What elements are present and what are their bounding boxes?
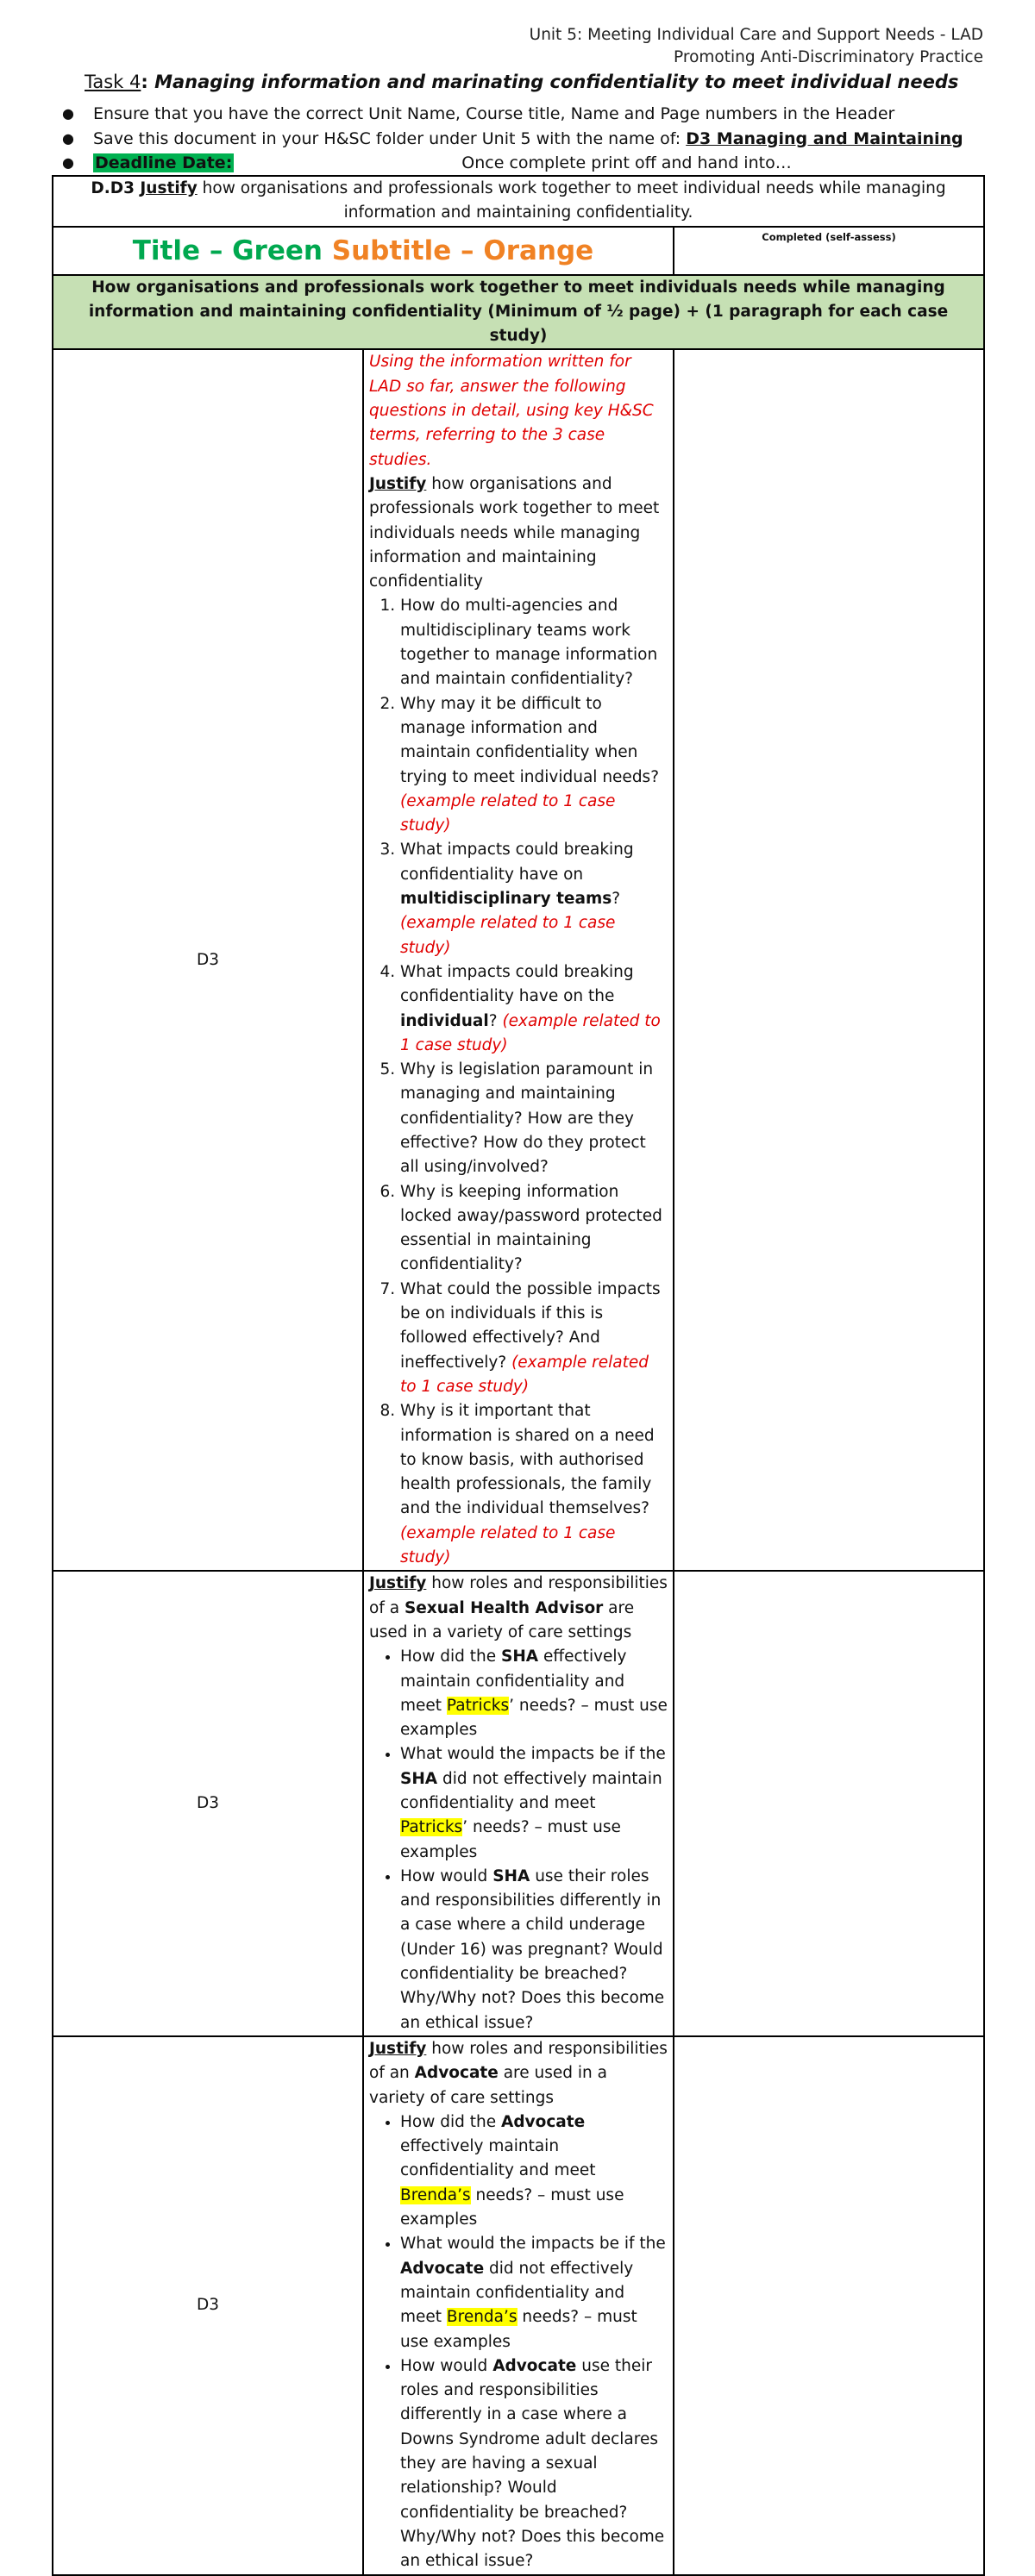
justify-text: are used in a variety of care settings xyxy=(369,2064,607,2107)
question-keyword: multidisciplinary teams xyxy=(400,890,612,909)
justify-text: are used in a variety of care settings xyxy=(369,1598,635,1641)
bullet-text: needs? – must use examples xyxy=(400,2185,624,2229)
bullet-text: How would xyxy=(400,1866,493,1885)
bullet-text: did not effectively maintain confidentiality and meet xyxy=(400,2259,634,2327)
instruction-item xyxy=(62,127,963,152)
bullet-text: How did the xyxy=(400,2112,501,2131)
bullet-item xyxy=(400,1742,668,1864)
role-name: Advocate xyxy=(414,2064,499,2083)
bullet-text: did not effectively maintain confidentiality and meet xyxy=(400,1769,662,1812)
subtitle-orange: Subtitle – Orange xyxy=(331,234,594,266)
task-label: Task 4 xyxy=(85,72,141,92)
question-item xyxy=(400,594,668,691)
question-example: (example related to 1 case study) xyxy=(400,1353,649,1396)
bullet-text: use their roles and responsibilities differently in a case where a child underage (Under 16) was pregnant? Would confidentiality be breached? Why/Why not? Does this become an ethical issue? xyxy=(400,1866,665,2032)
bullet-text: What would the impacts be if the xyxy=(400,2235,666,2254)
bullet-text: How did the xyxy=(400,1648,501,1666)
bullet-text: effectively maintain confidentiality and meet xyxy=(400,2137,596,2180)
justify-text: how roles and responsibilities of a xyxy=(369,1574,668,1617)
question-text: Why is legislation paramount in managing and maintaining confidentiality? How are they effective? How do they protect all using/involved? xyxy=(400,1060,654,1177)
justify-statement xyxy=(369,472,668,594)
document-name: D3 Managing and Maintaining xyxy=(686,128,963,148)
task-table xyxy=(52,175,985,2576)
instructions-list xyxy=(62,102,963,176)
question-text: Why may it be difficult to manage information and maintain confidentiality when trying to meet individual needs? xyxy=(400,694,660,786)
question-item xyxy=(400,838,668,960)
justify-statement xyxy=(369,2037,668,2110)
instruction-item xyxy=(62,151,963,176)
task-colon: : xyxy=(141,72,155,92)
bullet-text: How would xyxy=(400,2356,493,2375)
question-list xyxy=(369,594,668,1570)
bullet-icon: ● xyxy=(62,129,74,147)
justify-word: Justify xyxy=(369,474,427,493)
question-text: Why is keeping information locked away/password protected essential in maintaining confidentiality? xyxy=(400,1182,662,1274)
question-item xyxy=(400,960,668,1058)
question-example: (example related to 1 case study) xyxy=(400,1523,616,1567)
role-abbrev: SHA xyxy=(501,1648,539,1666)
question-example: (example related to 1 case study) xyxy=(400,791,616,835)
role-abbrev: SHA xyxy=(400,1769,438,1788)
justify-word: Justify xyxy=(369,2039,427,2058)
case-name-highlight: Brenda’s xyxy=(400,2185,471,2204)
question-keyword: individual xyxy=(400,1011,489,1030)
justify-text: how organisations and professionals work together to meet individuals needs while managing information and maintaining confidentiality xyxy=(369,474,660,591)
role-name: Advocate xyxy=(492,2356,577,2375)
title-cell xyxy=(53,227,674,275)
task-title xyxy=(85,72,958,92)
justify-statement xyxy=(369,1572,668,1645)
justify-text: how roles and responsibilities of an xyxy=(369,2039,668,2083)
question-text: Why is it important that information is shared on a need to know basis, with authorised health professionals, the family and the individual themselves? xyxy=(400,1402,655,1518)
question-text: What impacts could breaking confidentiality have on the xyxy=(400,962,634,1006)
question-text: What could the possible impacts be on individuals if this is followed effectively? And ineffectively? xyxy=(400,1279,661,1372)
title-green: Title – Green xyxy=(132,234,332,266)
section-content-cell xyxy=(363,349,674,1571)
instruction-text: Save this document in your H&SC folder under Unit 5 with the name of: xyxy=(93,128,687,148)
instruction-item xyxy=(62,102,963,127)
question-item xyxy=(400,1058,668,1179)
question-text: How do multi-agencies and multidisciplinary teams work together to manage information and maintain confidentiality? xyxy=(400,597,658,689)
criteria-text: how organisations and professionals work together to meet individual needs while managing information and maintaining confidentiality. xyxy=(197,179,946,222)
bullet-list xyxy=(369,1645,668,2035)
bullet-text: use their roles and responsibilities differently in a case where a Downs Syndrome adult declares they are having a sexual relationship? Would confidentiality be breached? Why/Why not? Does this become an ethical issue? xyxy=(400,2356,665,2571)
justify-word: Justify xyxy=(369,1574,427,1593)
role-name: Advocate xyxy=(400,2259,485,2278)
bullet-item xyxy=(400,2110,668,2232)
case-name-highlight: Brenda’s xyxy=(446,2308,518,2327)
deadline-text: Once complete print off and hand into… xyxy=(461,153,792,172)
bullet-text: needs? – must use examples xyxy=(400,2308,637,2351)
criteria-justify: Justify xyxy=(140,179,198,197)
criteria-cell xyxy=(53,176,984,227)
question-item xyxy=(400,1180,668,1278)
section-heading: How organisations and professionals work together to meet individuals needs while managing information and maintaining confidentiality (Minimum of ½ page) + (1 paragraph for each case study) xyxy=(53,275,984,350)
question-text: ? xyxy=(488,1011,503,1030)
task-heading: Managing information and marinating confidentiality to meet individual needs xyxy=(154,72,959,92)
question-item xyxy=(400,692,668,839)
question-item xyxy=(400,1278,668,1399)
header-unit-line: Unit 5: Meeting Individual Care and Support Needs - LAD xyxy=(529,26,983,44)
section-row-3 xyxy=(53,2036,984,2575)
bullet-list xyxy=(369,2110,668,2574)
criteria-code-cell: D3 xyxy=(53,2036,363,2575)
role-name: Sexual Health Advisor xyxy=(404,1598,604,1617)
title-row xyxy=(53,227,984,275)
bullet-item xyxy=(400,2232,668,2354)
criteria-code-cell: D3 xyxy=(53,1571,363,2036)
section-row-2 xyxy=(53,1571,984,2036)
question-item xyxy=(400,1399,668,1570)
bullet-item xyxy=(400,2354,668,2574)
section-heading-row xyxy=(53,275,984,350)
section-row-1 xyxy=(53,349,984,1571)
section-content-cell xyxy=(363,2036,674,2575)
bullet-icon: ● xyxy=(62,105,74,122)
page-header xyxy=(530,24,983,69)
criteria-code-cell: D3 xyxy=(53,349,363,1571)
bullet-icon: ● xyxy=(62,154,74,171)
question-example: (example related to 1 case study) xyxy=(400,914,616,957)
completed-cell xyxy=(674,1571,984,2036)
case-name-highlight: Patricks xyxy=(446,1696,510,1715)
bullet-text: What would the impacts be if the xyxy=(400,1745,666,1764)
section-content-cell xyxy=(363,1571,674,2036)
instruction-text: Ensure that you have the correct Unit Name, Course title, Name and Page numbers in the Header xyxy=(93,104,895,123)
bullet-text: ’ needs? – must use examples xyxy=(400,1696,668,1740)
question-text: ? xyxy=(612,890,621,909)
header-subtitle-line: Promoting Anti-Discriminatory Practice xyxy=(674,48,983,66)
criteria-code: D.D3 xyxy=(91,179,141,197)
bullet-item xyxy=(400,1645,668,1742)
criteria-row xyxy=(53,176,984,227)
intro-instructions: Using the information written for LAD so far, answer the following questions in detail, using key H&SC terms, referring to the 3 case studies. xyxy=(369,353,654,469)
question-example: (example related to 1 case study) xyxy=(400,1011,661,1054)
question-text: What impacts could breaking confidentiality have on xyxy=(400,841,634,884)
case-name-highlight: Patricks xyxy=(400,1818,463,1837)
bullet-item xyxy=(400,1865,668,2035)
role-abbrev: SHA xyxy=(492,1866,530,1885)
completed-cell xyxy=(674,2036,984,2575)
role-name: Advocate xyxy=(501,2112,586,2131)
deadline-label: Deadline Date: xyxy=(95,153,233,172)
completed-header: Completed (self-assess) xyxy=(674,227,984,275)
bullet-text: effectively maintain confidentiality and meet xyxy=(400,1648,627,1715)
completed-cell xyxy=(674,349,984,1571)
bullet-text: ’ needs? – must use examples xyxy=(400,1818,621,1861)
